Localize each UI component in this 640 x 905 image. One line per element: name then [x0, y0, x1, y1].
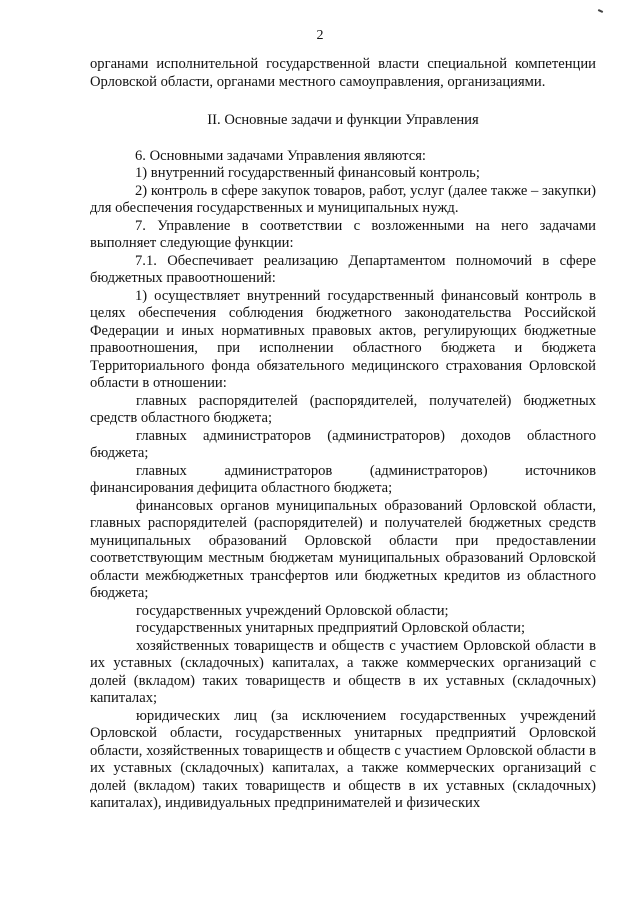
- document-body: [90, 56, 596, 813]
- list-item-municipal-finance: финансовых органов муниципальных образований Орловской области, главных распорядителей (распорядителей) и получателей бюджетных средств муниципальных образований Орловской области при предоставлении соответствующим местным бюджетам муниципальных образований Орловской области межбюджетных трансфертов или бюджетных кредитов из областного бюджета;: [90, 497, 596, 601]
- paragraph-6-item-1: 1) внутренний государственный финансовый контроль;: [135, 165, 480, 181]
- paragraph-7: 7. Управление в соответствии с возложенными на него задачами выполняет следующие функции:: [90, 217, 596, 251]
- paragraph-7-1: 7.1. Обеспечивает реализацию Департаментом полномочий в сфере бюджетных правоотношений:: [90, 252, 596, 286]
- paragraph-6: 6. Основными задачами Управления являются:: [135, 147, 426, 164]
- paragraph-7-1-item-1: 1) осуществляет внутренний государственный финансовый контроль в целях обеспечения соблюдения бюджетного законодательства Российской Федерации и иных нормативных правовых актов, регулирующих бюджетные правоотношения, при исполнении областного бюджета и бюджета Территориального фонда обязательного медицинского страхования Орловской области в отношении:: [90, 287, 596, 391]
- list-item-unitary-enterprises: государственных унитарных предприятий Орловской области;: [136, 620, 525, 636]
- section-heading: II. Основные задачи и функции Управления: [207, 112, 479, 128]
- page-number: 2: [316, 28, 324, 43]
- list-item-state-institutions: государственных учреждений Орловской области;: [136, 602, 449, 619]
- paragraph-continuation: органами исполнительной государственной власти специальной компетенции Орловской области, органами местного самоуправления, организациями.: [90, 56, 596, 90]
- list-item-partnerships: хозяйственных товариществ и обществ с участием Орловской области в их уставных (складочных) капиталах, а также коммерческих организаций с долей (вкладом) таких товариществ и обществ в их уставных (складочных) капиталах;: [90, 637, 596, 706]
- list-item-distributors: главных распорядителей (распорядителей, получателей) бюджетных средств областного бюджета;: [90, 392, 596, 426]
- paragraph-6-item-2: 2) контроль в сфере закупок товаров, работ, услуг (далее также – закупки) для обеспечения государственных и муниципальных нужд.: [90, 182, 596, 216]
- list-item-legal-entities: юридических лиц (за исключением государственных учреждений Орловской области, государственных унитарных предприятий Орловской области, хозяйственных товариществ и обществ с участием Орловской области в их уставных (складочных) капиталах, а также коммерческих организаций с долей (вкладом) таких товариществ и обществ в их уставных (складочных) капиталах), индивидуальных предпринимателей и физических: [90, 707, 596, 811]
- list-item-revenue-admins: главных администраторов (администраторов) доходов областного бюджета;: [90, 427, 596, 461]
- scan-mark: [598, 9, 603, 13]
- list-item-deficit-admins: главных администраторов (администраторов) источников финансирования дефицита областного бюджета;: [90, 462, 596, 496]
